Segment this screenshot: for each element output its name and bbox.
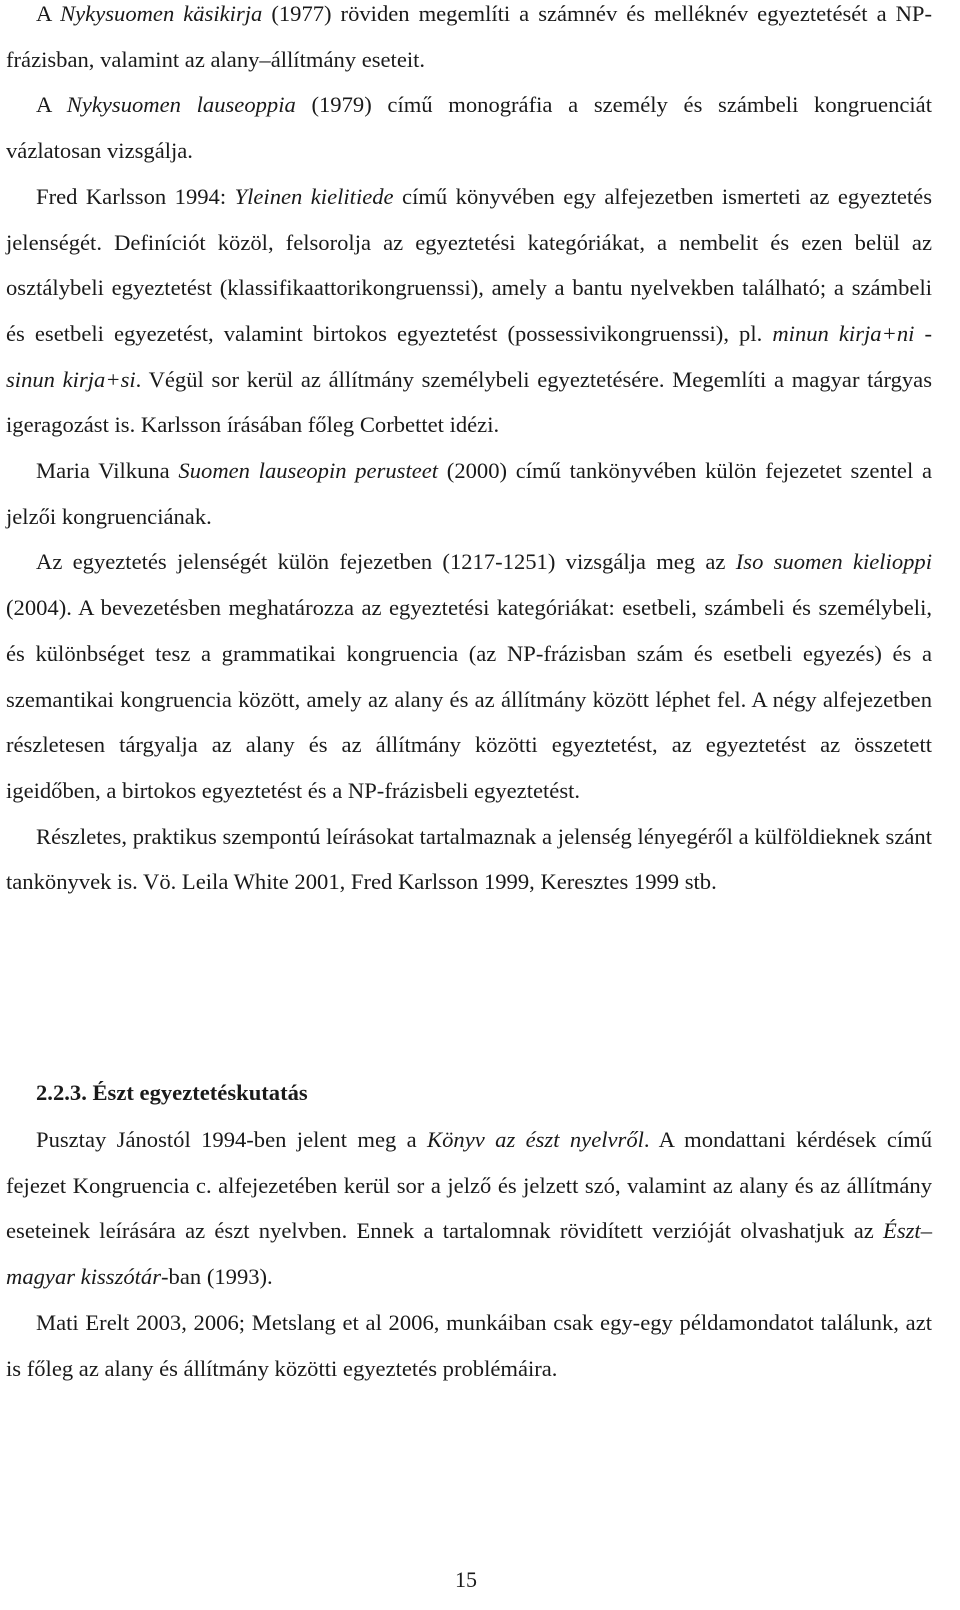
text-run: (1977) röviden megemlíti a számnév és melléknév egyeztetését a NP-frázisban, valamint az alany–állítmány eseteit.	[6, 1, 932, 72]
text-run: Az egyeztetés jelenségét külön fejezetben (1217-1251) vizsgálja meg az	[36, 549, 736, 575]
text-run: Maria Vilkuna	[36, 458, 179, 484]
text-run: Fred Karlsson 1994:	[36, 183, 235, 209]
para-iso-suomen-kielioppi	[6, 539, 932, 813]
text-run: A	[36, 92, 67, 118]
text-run: (1979) című monográfia a személy és számbeli kongruenciát vázlatosan vizsgálja.	[6, 92, 932, 164]
text-run: című könyvében egy alfejezetben ismerteti az egyeztetés jelenségét. Definíciót közöl, felsorolja az egyeztetési kategóriákat, a nembelit és ezen belül az osztálybeli egyeztetést (klassifikaattorikongruenssi), amely a bantu nyelvekben található; a számbeli és esetbeli egyezetést, valamint birtokos egyeztetést (possessivikongruenssi), pl.	[6, 183, 932, 346]
text-run: Részletes, praktikus szempontú leírásokat tartalmaznak a jelenség lényegéről a külföldieknek szánt tankönyvek is. Vö. Leila White 2001, Fred Karlsson 1999, Keresztes 1999 stb.	[6, 823, 932, 895]
para-pusztay	[6, 1117, 932, 1300]
italic-title: Könyv az észt nyelvről	[427, 1127, 644, 1152]
text-run: -ban (1993).	[161, 1264, 273, 1290]
italic-title: Észt–magyar kisszótár	[6, 1218, 932, 1290]
italic-title: Yleinen kielitiede	[234, 183, 394, 209]
body-text-block-2	[6, 1117, 932, 1391]
para-maria-vilkuna	[6, 448, 932, 539]
text-run: (2000) című tankönyvében külön fejezetet szentel a jelzői kongruenciának.	[6, 458, 932, 529]
italic-title: Nykysuomen käsikirja	[60, 1, 263, 26]
para-nykysuomen-kasikirja	[6, 0, 932, 82]
para-nykysuomen-lauseoppia	[6, 82, 932, 173]
text-run: (2004). A bevezetésben meghatározza az egyeztetési kategóriákat: esetbeli, számbeli és személybeli, és különbséget tesz a grammatikai kongruencia (az NP-frázisban szám és esetbeli egyezés) és a szemantikai kongruencia között, amely az alany és az állítmány között léphet fel. A négy alfejezetben részletesen tárgyalja az alany és az állítmány közötti egyeztetést, az egyeztetést az összetett igeidőben, a birtokos egyeztetést és a NP-frázisbeli egyeztetést.	[6, 595, 932, 803]
text-run: A	[36, 1, 61, 26]
text-run: Mati Erelt 2003, 2006; Metslang et al 2006, munkáiban csak egy-egy példamondatot találunk, azt is főleg az alany és állítmány közötti egyeztetés problémáira.	[6, 1309, 932, 1381]
italic-title: Iso suomen kielioppi	[735, 549, 933, 575]
body-text-block-1	[6, 0, 932, 905]
page-number: 15	[455, 1567, 477, 1592]
para-fred-karlsson-1994	[6, 174, 932, 448]
italic-title: Suomen lauseopin perusteet	[178, 458, 439, 484]
text-run: . Végül sor kerül az állítmány személybeli egyeztetésére. Megemlíti a magyar tárgyas igeragozást is. Karlsson írásában főleg Corbettet idézi.	[6, 366, 932, 438]
italic-title: Nykysuomen lauseoppia	[66, 92, 296, 118]
section-heading: 2.2.3. Észt egyeztetéskutatás	[36, 1080, 308, 1105]
para-mati-erelt	[6, 1300, 932, 1391]
text-run: . A mondattani kérdések című fejezet Kongruencia c. alfejezetében kerül sor a jelző és jelzett szó, valamint az alany és az állítmány eseteinek leírására az észt nyelvben. Ennek a tartalomnak rövidített verzióját olvashatjuk az	[6, 1127, 932, 1244]
text-run: Pusztay Jánostól 1994-ben jelent meg a	[36, 1127, 428, 1152]
para-tankonyvek	[6, 814, 932, 905]
italic-title: minun kirja+ni - sinun kirja+si	[6, 320, 932, 392]
